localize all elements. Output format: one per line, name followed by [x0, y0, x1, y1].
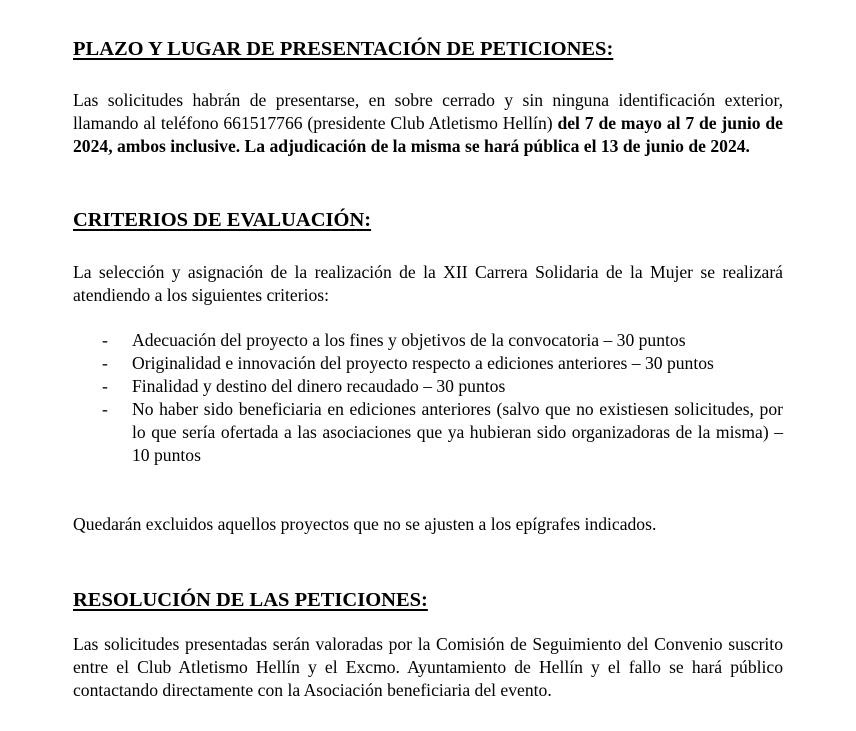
bullet-dash: - [102, 399, 108, 419]
list-item [73, 398, 783, 467]
paragraph-criterios-intro: La selección y asignación de la realización de la XII Carrera Solidaria de la Mujer se realizará atendiendo a los siguientes criterios: [73, 262, 783, 305]
criteria-item-text: Adecuación del proyecto a los fines y objetivos de la convocatoria – 30 puntos [132, 330, 686, 350]
plazo-text-bold: del 7 de mayo al 7 de junio de 2024, ambos inclusive. La adjudicación de la misma se hará pública el 13 de junio de 2024. [73, 113, 783, 156]
heading-resolucion: RESOLUCIÓN DE LAS PETICIONES: [73, 589, 428, 611]
list-item [73, 352, 783, 375]
plazo-text-normal: Las solicitudes habrán de presentarse, en sobre cerrado y sin ninguna identificación exterior, llamando al teléfono 661517766 (presidente Club Atletismo Hellín) [73, 90, 783, 133]
criteria-list [73, 329, 783, 467]
criteria-item-text: Finalidad y destino del dinero recaudado – 30 puntos [132, 376, 506, 396]
paragraph-resolucion: Las solicitudes presentadas serán valoradas por la Comisión de Seguimiento del Convenio suscrito entre el Club Atletismo Hellín y el Excmo. Ayuntamiento de Hellín y el fallo se hará público contactando directamente con la Asociación beneficiaria del evento. [73, 634, 783, 700]
bullet-dash: - [102, 353, 108, 373]
criteria-item-text: No haber sido beneficiaria en ediciones anteriores (salvo que no existiesen solicitudes, por lo que sería ofertada a las asociaciones que ya hubieran sido organizadoras de la misma) – 10 puntos [132, 399, 783, 465]
criteria-item-text: Originalidad e innovación del proyecto respecto a ediciones anteriores – 30 puntos [132, 353, 714, 373]
list-item [73, 375, 783, 398]
heading-plazo: PLAZO Y LUGAR DE PRESENTACIÓN DE PETICIONES: [73, 38, 614, 60]
bullet-dash: - [102, 376, 108, 396]
paragraph-criterios-closing: Quedarán excluidos aquellos proyectos que no se ajusten a los epígrafes indicados. [73, 514, 657, 534]
paragraph-plazo [73, 89, 783, 158]
list-item [73, 329, 783, 352]
heading-criterios: CRITERIOS DE EVALUACIÓN: [73, 209, 372, 231]
bullet-dash: - [102, 330, 108, 350]
